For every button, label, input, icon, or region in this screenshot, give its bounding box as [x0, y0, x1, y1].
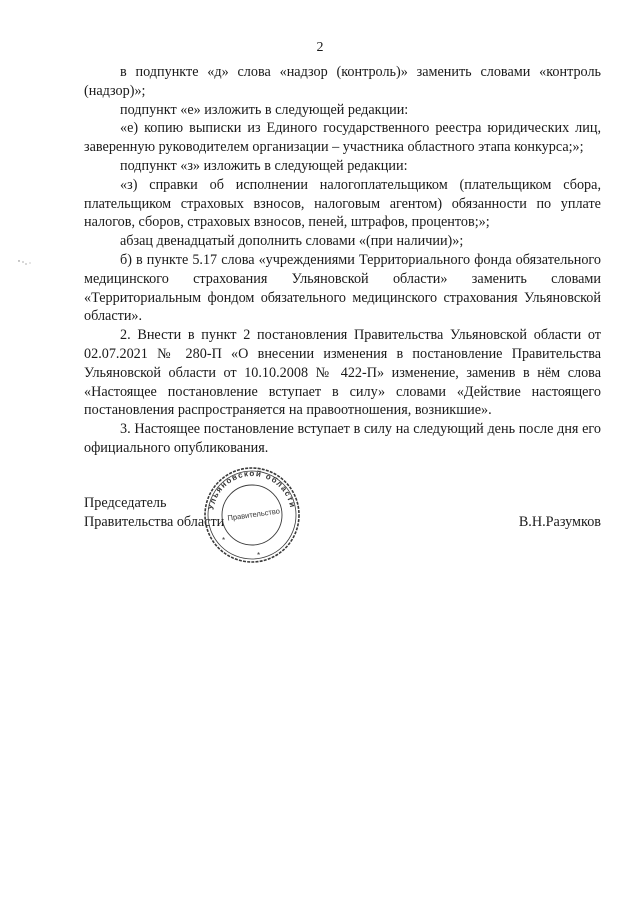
scan-speck [16, 255, 36, 265]
paragraph: подпункт «е» изложить в следующей редакции: [120, 101, 409, 118]
paragraph: 2. Внести в пункт 2 постановления Правительства Ульяновской области от 02.07.2021 № 280-П «О внесении изменения в постановление Правительства Ульяновской области от 10.10.2008 № 422-П» изменение, заменив в нём слова «Настоящее постановление вступает в силу» словами «Действие настоящего постановления распространяется на правоотношения, возникшие». [84, 327, 601, 419]
svg-text:*: * [222, 536, 226, 545]
document-body [84, 63, 601, 458]
paragraph: б) в пункте 5.17 слова «учреждениями Территориального фонда обязательного медицинского страхования Ульяновской области» заменить словами «Территориальным фондом обязательного медицинского страхования Ульяновской области». [84, 251, 601, 325]
official-seal [202, 465, 302, 565]
seal-ring-text: Ульяновской области [206, 468, 298, 511]
seal-graphic [202, 465, 302, 565]
signatory-name: В.Н.Разумков [518, 513, 601, 530]
paragraph: 3. Настоящее постановление вступает в силу на следующий день после дня его официального опубликования. [84, 421, 601, 456]
signature-block [84, 494, 601, 544]
seal-center-text: Правительство [226, 506, 281, 523]
signatory-title-line: Председатель [84, 495, 167, 511]
paragraph: абзац двенадцатый дополнить словами «(при наличии)»; [120, 233, 464, 250]
svg-text:*: * [257, 551, 261, 560]
paragraph: «з) справки об исполнении налогоплательщиком (плательщиком сбора, плательщиком страховых взносов, налоговым агентом) обязанности по уплате налогов, сборов, страховых взносов, пеней, штрафов, процентов;»; [84, 176, 601, 231]
paragraph: «е) копию выписки из Единого государственного реестра юридических лиц, заверенную руководителем организации – участника областного этапа конкурса;»; [84, 120, 601, 156]
paragraph: в подпункте «д» слова «надзор (контроль)» заменить словами «контроль (надзор)»; [84, 64, 601, 99]
page-number: 2 [316, 40, 324, 55]
svg-text:Ульяновской области [206, 469, 297, 511]
signatory-title-line: Правительства области [84, 513, 225, 530]
paragraph: подпункт «з» изложить в следующей редакции: [120, 157, 408, 174]
